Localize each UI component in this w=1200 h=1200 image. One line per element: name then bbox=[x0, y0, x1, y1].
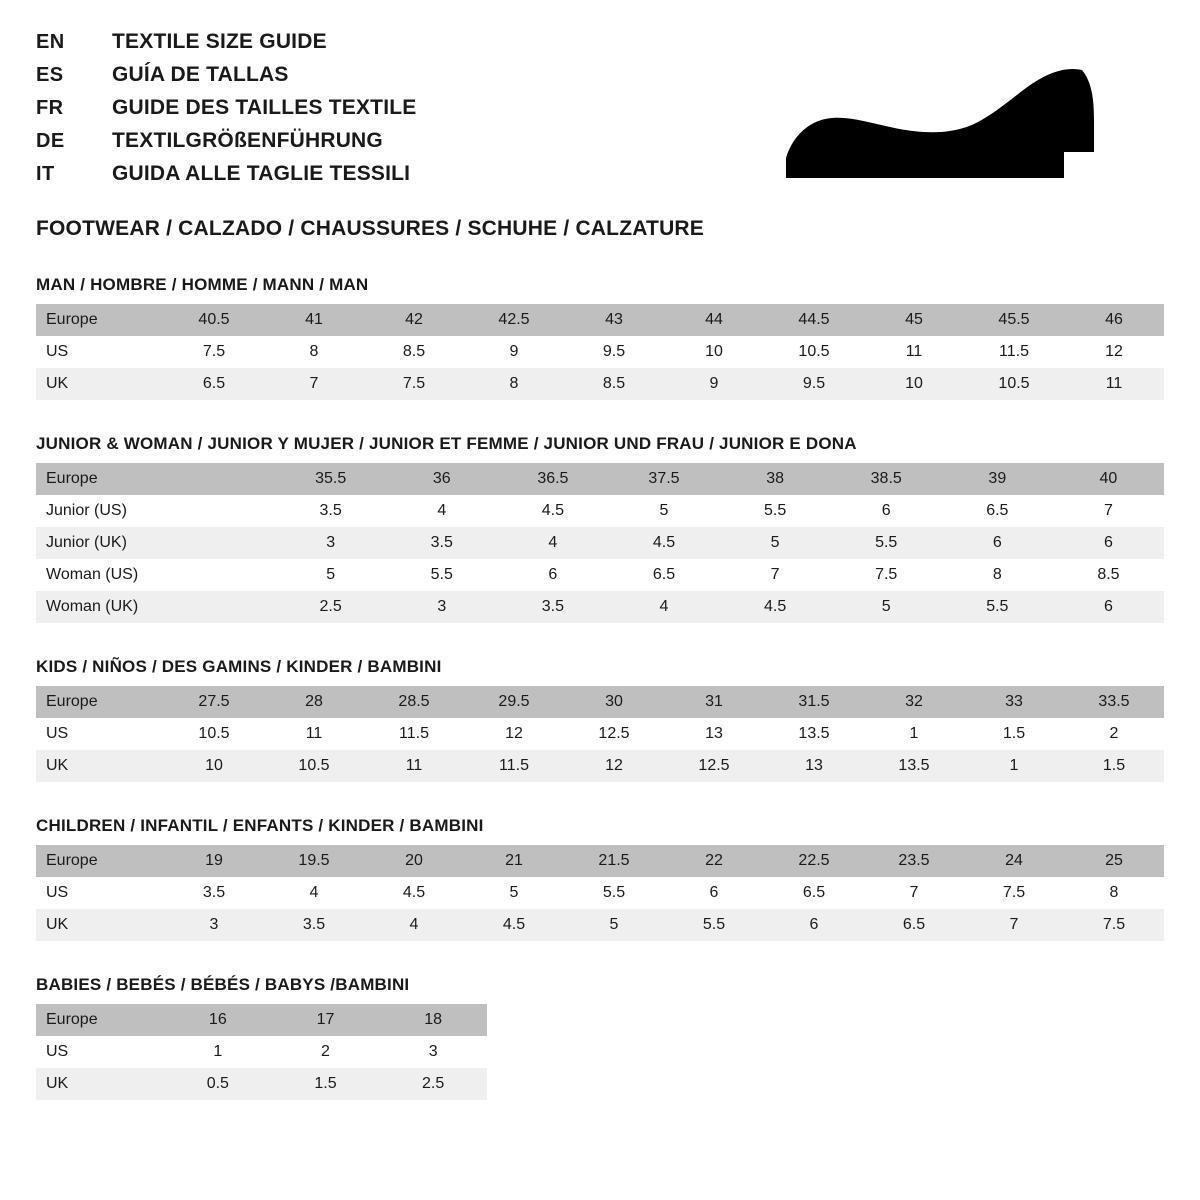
cell: 38.5 bbox=[831, 463, 942, 495]
cell: 20 bbox=[364, 845, 464, 877]
section-children bbox=[36, 816, 1164, 941]
language-title: GUIDE DES TAILLES TEXTILE bbox=[112, 96, 417, 119]
row-label: Europe bbox=[36, 1004, 164, 1036]
cell: 27.5 bbox=[164, 686, 264, 718]
cell: 10.5 bbox=[164, 718, 264, 750]
cell: 12 bbox=[464, 718, 564, 750]
cell: 3 bbox=[275, 527, 386, 559]
table-row bbox=[36, 591, 1164, 623]
cell: 44 bbox=[664, 304, 764, 336]
cell: 13 bbox=[764, 750, 864, 782]
cell: 21 bbox=[464, 845, 564, 877]
cell: 11 bbox=[1064, 368, 1164, 400]
cell: 22.5 bbox=[764, 845, 864, 877]
cell: 10.5 bbox=[764, 336, 864, 368]
cell: 3 bbox=[386, 591, 497, 623]
cell: 6.5 bbox=[164, 368, 264, 400]
row-label: Junior (UK) bbox=[36, 527, 164, 559]
cell: 29.5 bbox=[464, 686, 564, 718]
section-title: KIDS / NIÑOS / DES GAMINS / KINDER / BAMBINI bbox=[36, 657, 442, 676]
cell: 10 bbox=[164, 750, 264, 782]
cell: 43 bbox=[564, 304, 664, 336]
cell: 0.5 bbox=[164, 1068, 272, 1100]
cell: 6 bbox=[764, 909, 864, 941]
cell: 24 bbox=[964, 845, 1064, 877]
cell: 5.5 bbox=[386, 559, 497, 591]
cell: 3 bbox=[164, 909, 264, 941]
cell: 11.5 bbox=[964, 336, 1064, 368]
cell: 8.5 bbox=[364, 336, 464, 368]
size-table bbox=[36, 463, 1164, 623]
cell: 10 bbox=[664, 336, 764, 368]
cell: 7 bbox=[264, 368, 364, 400]
cell: 1.5 bbox=[964, 718, 1064, 750]
cell: 33.5 bbox=[1064, 686, 1164, 718]
cell: 31 bbox=[664, 686, 764, 718]
cell: 4 bbox=[497, 527, 608, 559]
cell: 13.5 bbox=[864, 750, 964, 782]
language-row bbox=[36, 63, 416, 96]
cell: 33 bbox=[964, 686, 1064, 718]
cell: 1.5 bbox=[1064, 750, 1164, 782]
cell: 7.5 bbox=[964, 877, 1064, 909]
cell: 9 bbox=[464, 336, 564, 368]
cell: 37.5 bbox=[608, 463, 719, 495]
cell: 2 bbox=[272, 1036, 380, 1068]
cell: 35.5 bbox=[275, 463, 386, 495]
cell: 45 bbox=[864, 304, 964, 336]
cell: 10.5 bbox=[264, 750, 364, 782]
cell: 5 bbox=[608, 495, 719, 527]
cell: 41 bbox=[264, 304, 364, 336]
cell: 16 bbox=[164, 1004, 272, 1036]
cell: 6 bbox=[664, 877, 764, 909]
language-title: GUÍA DE TALLAS bbox=[112, 63, 289, 86]
cell: 3 bbox=[379, 1036, 487, 1068]
section-title: JUNIOR & WOMAN / JUNIOR Y MUJER / JUNIOR ET FEMME / JUNIOR UND FRAU / JUNIOR E DONA bbox=[36, 434, 857, 453]
cell: 3.5 bbox=[497, 591, 608, 623]
cell: 2.5 bbox=[379, 1068, 487, 1100]
table-row bbox=[36, 495, 1164, 527]
row-label: Europe bbox=[36, 686, 164, 718]
language-code: EN bbox=[36, 31, 65, 53]
table-row bbox=[36, 877, 1164, 909]
cell: 22 bbox=[664, 845, 764, 877]
cell bbox=[164, 591, 275, 623]
table-row bbox=[36, 718, 1164, 750]
cell: 7.5 bbox=[831, 559, 942, 591]
row-label: UK bbox=[36, 909, 164, 941]
cell: 2 bbox=[1064, 718, 1164, 750]
cell: 3.5 bbox=[264, 909, 364, 941]
cell: 36.5 bbox=[497, 463, 608, 495]
cell: 8 bbox=[1064, 877, 1164, 909]
cell: 32 bbox=[864, 686, 964, 718]
cell: 46 bbox=[1064, 304, 1164, 336]
cell: 4.5 bbox=[497, 495, 608, 527]
row-label: Europe bbox=[36, 304, 164, 336]
cell: 1 bbox=[164, 1036, 272, 1068]
row-label: Woman (UK) bbox=[36, 591, 164, 623]
table-row bbox=[36, 559, 1164, 591]
cell: 40.5 bbox=[164, 304, 264, 336]
cell: 25 bbox=[1064, 845, 1164, 877]
table-row bbox=[36, 1068, 487, 1100]
cell: 3.5 bbox=[164, 877, 264, 909]
cell: 19 bbox=[164, 845, 264, 877]
cell: 4.5 bbox=[720, 591, 831, 623]
dress-shoe-icon bbox=[744, 60, 1124, 190]
cell: 4.5 bbox=[464, 909, 564, 941]
section-title: MAN / HOMBRE / HOMME / MANN / MAN bbox=[36, 275, 369, 294]
cell: 40 bbox=[1053, 463, 1164, 495]
cell: 30 bbox=[564, 686, 664, 718]
cell: 44.5 bbox=[764, 304, 864, 336]
language-code: DE bbox=[36, 130, 65, 152]
language-title: GUIDA ALLE TAGLIE TESSILI bbox=[112, 162, 411, 185]
language-row bbox=[36, 129, 416, 162]
cell: 4.5 bbox=[364, 877, 464, 909]
cell: 7 bbox=[964, 909, 1064, 941]
section-title: BABIES / BEBÉS / BÉBÉS / BABYS /BAMBINI bbox=[36, 975, 410, 994]
table-row bbox=[36, 463, 1164, 495]
cell: 9.5 bbox=[564, 336, 664, 368]
cell: 10 bbox=[864, 368, 964, 400]
cell: 6 bbox=[497, 559, 608, 591]
cell: 1 bbox=[964, 750, 1064, 782]
size-table bbox=[36, 845, 1164, 941]
language-row bbox=[36, 96, 416, 129]
cell: 23.5 bbox=[864, 845, 964, 877]
section-babies bbox=[36, 975, 1164, 1100]
cell: 42 bbox=[364, 304, 464, 336]
cell: 36 bbox=[386, 463, 497, 495]
cell: 9 bbox=[664, 368, 764, 400]
cell: 12 bbox=[564, 750, 664, 782]
cell: 4 bbox=[386, 495, 497, 527]
table-row bbox=[36, 304, 1164, 336]
row-label: Europe bbox=[36, 463, 164, 495]
table-row bbox=[36, 527, 1164, 559]
cell: 21.5 bbox=[564, 845, 664, 877]
cell bbox=[164, 495, 275, 527]
cell: 4 bbox=[608, 591, 719, 623]
cell: 6 bbox=[1053, 591, 1164, 623]
row-label: US bbox=[36, 718, 164, 750]
section-title: CHILDREN / INFANTIL / ENFANTS / KINDER / BAMBINI bbox=[36, 816, 484, 835]
row-label: UK bbox=[36, 1068, 164, 1100]
row-label: Woman (US) bbox=[36, 559, 164, 591]
table-row bbox=[36, 686, 1164, 718]
cell: 11 bbox=[864, 336, 964, 368]
cell: 8 bbox=[264, 336, 364, 368]
language-row bbox=[36, 30, 416, 63]
language-title: TEXTILE SIZE GUIDE bbox=[112, 30, 327, 53]
cell: 9.5 bbox=[764, 368, 864, 400]
cell: 11.5 bbox=[364, 718, 464, 750]
cell: 7 bbox=[864, 877, 964, 909]
cell: 45.5 bbox=[964, 304, 1064, 336]
cell: 5 bbox=[275, 559, 386, 591]
table-row bbox=[36, 909, 1164, 941]
row-label: UK bbox=[36, 368, 164, 400]
cell: 11.5 bbox=[464, 750, 564, 782]
cell: 5.5 bbox=[720, 495, 831, 527]
table-row bbox=[36, 336, 1164, 368]
table-row bbox=[36, 368, 1164, 400]
cell: 39 bbox=[942, 463, 1053, 495]
cell: 6.5 bbox=[864, 909, 964, 941]
cell: 10.5 bbox=[964, 368, 1064, 400]
cell: 6.5 bbox=[608, 559, 719, 591]
cell: 28 bbox=[264, 686, 364, 718]
table-row bbox=[36, 845, 1164, 877]
row-label: US bbox=[36, 877, 164, 909]
cell: 4 bbox=[364, 909, 464, 941]
cell: 17 bbox=[272, 1004, 380, 1036]
cell: 4 bbox=[264, 877, 364, 909]
size-table bbox=[36, 686, 1164, 782]
cell: 8 bbox=[464, 368, 564, 400]
section-man bbox=[36, 275, 1164, 400]
cell: 11 bbox=[264, 718, 364, 750]
cell: 4.5 bbox=[608, 527, 719, 559]
cell: 13 bbox=[664, 718, 764, 750]
cell: 13.5 bbox=[764, 718, 864, 750]
language-list bbox=[36, 30, 416, 195]
table-row bbox=[36, 750, 1164, 782]
cell: 1 bbox=[864, 718, 964, 750]
cell: 8.5 bbox=[1053, 559, 1164, 591]
cell: 5.5 bbox=[564, 877, 664, 909]
row-label: Europe bbox=[36, 845, 164, 877]
cell: 42.5 bbox=[464, 304, 564, 336]
page-header bbox=[36, 30, 1164, 195]
cell: 5.5 bbox=[942, 591, 1053, 623]
row-label: Junior (US) bbox=[36, 495, 164, 527]
size-table bbox=[36, 1004, 487, 1100]
cell bbox=[164, 559, 275, 591]
cell: 7 bbox=[1053, 495, 1164, 527]
table-row bbox=[36, 1036, 487, 1068]
language-row bbox=[36, 162, 416, 195]
cell: 7.5 bbox=[364, 368, 464, 400]
cell: 12.5 bbox=[664, 750, 764, 782]
cell: 2.5 bbox=[275, 591, 386, 623]
cell: 5 bbox=[464, 877, 564, 909]
cell: 19.5 bbox=[264, 845, 364, 877]
cell bbox=[164, 463, 275, 495]
cell: 11 bbox=[364, 750, 464, 782]
language-code: FR bbox=[36, 97, 64, 119]
row-label: US bbox=[36, 336, 164, 368]
cell: 8.5 bbox=[564, 368, 664, 400]
cell: 6.5 bbox=[764, 877, 864, 909]
language-code: ES bbox=[36, 64, 64, 86]
category-title: FOOTWEAR / CALZADO / CHAUSSURES / SCHUHE / CALZATURE bbox=[36, 217, 705, 240]
cell: 7.5 bbox=[1064, 909, 1164, 941]
cell: 6.5 bbox=[942, 495, 1053, 527]
row-label: UK bbox=[36, 750, 164, 782]
language-title: TEXTILGRÖßENFÜHRUNG bbox=[112, 129, 383, 152]
cell: 3.5 bbox=[386, 527, 497, 559]
cell: 8 bbox=[942, 559, 1053, 591]
language-code: IT bbox=[36, 163, 55, 185]
table-row bbox=[36, 1004, 487, 1036]
size-table bbox=[36, 304, 1164, 400]
cell: 5 bbox=[831, 591, 942, 623]
cell: 1.5 bbox=[272, 1068, 380, 1100]
section-junior-woman bbox=[36, 434, 1164, 623]
cell: 5 bbox=[720, 527, 831, 559]
cell: 18 bbox=[379, 1004, 487, 1036]
cell: 5 bbox=[564, 909, 664, 941]
cell: 6 bbox=[942, 527, 1053, 559]
cell: 38 bbox=[720, 463, 831, 495]
cell bbox=[164, 527, 275, 559]
cell: 3.5 bbox=[275, 495, 386, 527]
cell: 7.5 bbox=[164, 336, 264, 368]
row-label: US bbox=[36, 1036, 164, 1068]
cell: 6 bbox=[1053, 527, 1164, 559]
section-kids bbox=[36, 657, 1164, 782]
cell: 12 bbox=[1064, 336, 1164, 368]
cell: 28.5 bbox=[364, 686, 464, 718]
cell: 5.5 bbox=[664, 909, 764, 941]
cell: 5.5 bbox=[831, 527, 942, 559]
cell: 6 bbox=[831, 495, 942, 527]
cell: 12.5 bbox=[564, 718, 664, 750]
cell: 7 bbox=[720, 559, 831, 591]
cell: 31.5 bbox=[764, 686, 864, 718]
